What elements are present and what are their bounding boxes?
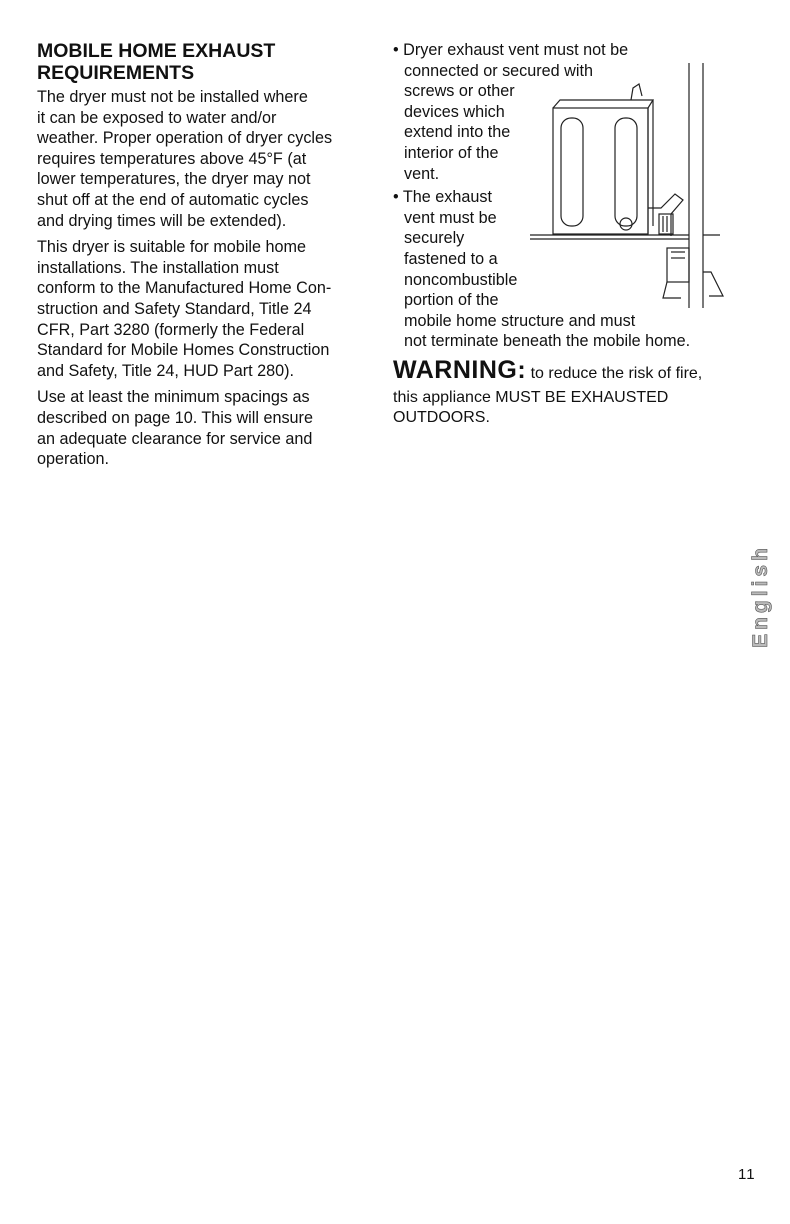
dryer-vent-illustration [525, 58, 750, 308]
heading-line: REQUIREMENTS [37, 62, 195, 84]
heading-line: MOBILE HOME EXHAUST [37, 40, 276, 62]
page-number: 11 [738, 1166, 756, 1183]
dryer-body [553, 108, 648, 234]
dryer-top [553, 100, 653, 108]
text-line: vent. [404, 164, 440, 183]
text-line: • The exhaust [393, 188, 492, 207]
text-line: connected or secured with [404, 61, 593, 80]
text-line: mobile home structure and must [404, 311, 636, 330]
dryer-foot [620, 218, 632, 230]
warning-text: OUTDOORS. [393, 408, 490, 426]
text-line: devices which [404, 102, 505, 121]
text-line: Standard for Mobile Homes Construction [37, 341, 330, 360]
text-line: struction and Safety Standard, Title 24 [37, 299, 312, 318]
warning-block [393, 356, 738, 428]
paragraph-weather [37, 87, 382, 231]
vent-pipe [667, 248, 689, 282]
text-line: weather. Proper operation of dryer cycles [37, 129, 333, 148]
section-heading [37, 40, 382, 84]
dryer-door-left [561, 118, 583, 226]
vent-elbow-lower [663, 282, 681, 298]
text-line: securely [404, 229, 465, 248]
text-line: extend into the [404, 123, 511, 142]
text-line: an adequate clearance for service and [37, 429, 313, 448]
side-tab-text: English [749, 544, 772, 648]
text-line: shut off at the end of automatic cycles [37, 190, 309, 209]
text-line: screws or other [404, 82, 515, 101]
text-line: and Safety, Title 24, HUD Part 280). [37, 361, 295, 380]
text-line: it can be exposed to water and/or [37, 108, 277, 127]
text-line: conform to the Manufactured Home Con- [37, 279, 332, 298]
text-line: installations. The installation must [37, 258, 279, 277]
text-line: interior of the [404, 143, 499, 162]
text-line: Use at least the minimum spacings as [37, 388, 310, 407]
text-line: not terminate beneath the mobile home. [404, 332, 691, 351]
text-line: CFR, Part 3280 (formerly the Federal [37, 320, 305, 339]
text-line: requires temperatures above 45°F (at [37, 149, 307, 168]
warning-label: WARNING: [393, 355, 527, 384]
text-line: portion of the [404, 291, 499, 310]
dryer-door-right [615, 118, 637, 226]
paragraph-spacings [37, 387, 382, 469]
left-column [37, 40, 382, 476]
text-line: operation. [37, 450, 109, 469]
text-line: • Dryer exhaust vent must not be [393, 41, 629, 59]
dryer-knob [631, 84, 642, 100]
warning-text: to reduce the risk of fire, [526, 364, 703, 382]
text-line: lower temperatures, the dryer may not [37, 170, 311, 189]
text-line: The dryer must not be installed where [37, 88, 308, 106]
warning-first-line [393, 356, 738, 388]
text-line: described on page 10. This will ensure [37, 408, 313, 427]
text-line: fastened to a [404, 249, 498, 268]
paragraph-mobile-home [37, 237, 382, 381]
text-line: noncombustible [404, 270, 518, 289]
warning-text: this appliance MUST BE EXHAUSTED [393, 388, 669, 406]
text-line: This dryer is suitable for mobile home [37, 238, 306, 257]
language-side-tab [749, 505, 772, 687]
text-line: vent must be [404, 208, 497, 227]
exterior-hood [703, 272, 723, 296]
text-line: and drying times will be extended). [37, 211, 287, 230]
